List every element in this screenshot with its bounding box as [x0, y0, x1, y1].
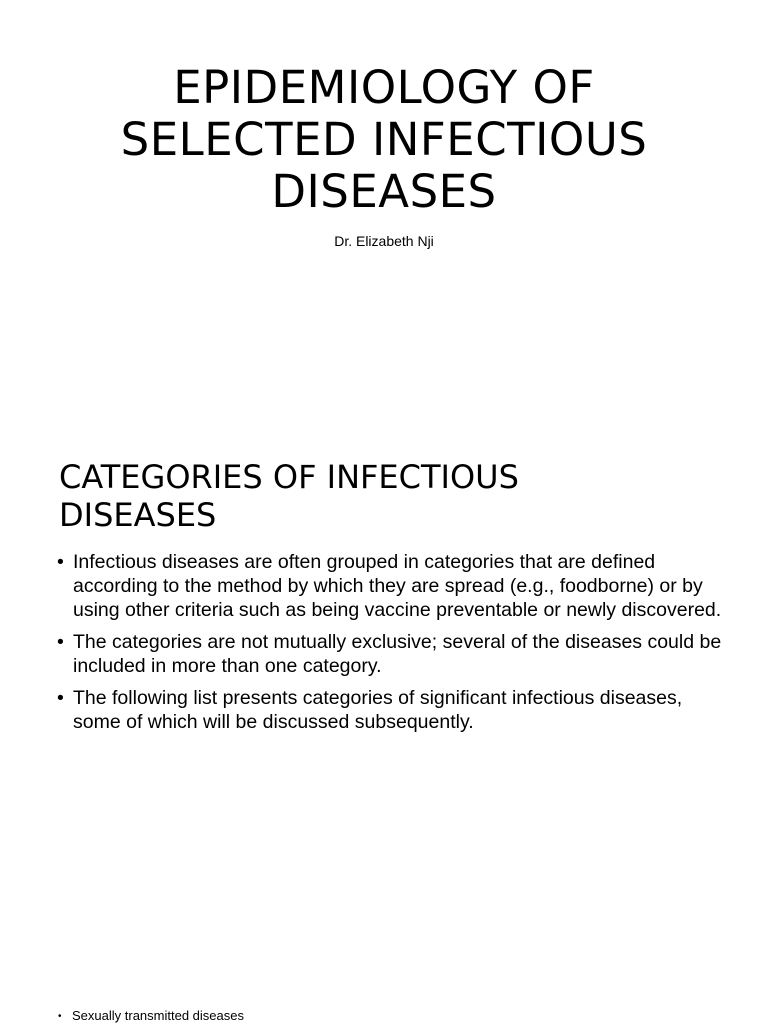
bullet-icon: •	[57, 551, 64, 573]
bullet-text: Infectious diseases are often grouped in categories that are defined according to the method by which they are spread (e.g., foodborne) or by using other criteria such as being vaccine preventable or newly discovered.	[73, 551, 722, 621]
category-label: Sexually transmitted diseases	[72, 1008, 244, 1023]
presenter-name: Dr. Elizabeth Nji	[334, 233, 434, 249]
categories-slide	[0, 430, 768, 990]
bullet-icon: •	[57, 631, 64, 653]
bullet-text: The following list presents categories of significant infectious diseases, some of which will be discussed subsequently.	[73, 687, 683, 733]
list-item	[57, 550, 722, 622]
category-list-slide	[0, 990, 768, 1024]
category-list	[58, 1008, 244, 1024]
bullet-text: The categories are not mutually exclusive; several of the diseases could be included in more than one category.	[73, 631, 722, 677]
title-slide	[0, 0, 768, 430]
bullet-icon: •	[57, 687, 64, 709]
list-item	[57, 686, 722, 734]
list-item	[57, 630, 722, 678]
bullet-icon: •	[58, 1011, 62, 1022]
presentation-title: EPIDEMIOLOGY OF SELECTED INFECTIOUS DISEASES	[120, 61, 648, 218]
section-title: CATEGORIES OF INFECTIOUS DISEASES	[59, 458, 519, 534]
list-item	[58, 1008, 244, 1024]
bullet-list	[57, 550, 722, 742]
